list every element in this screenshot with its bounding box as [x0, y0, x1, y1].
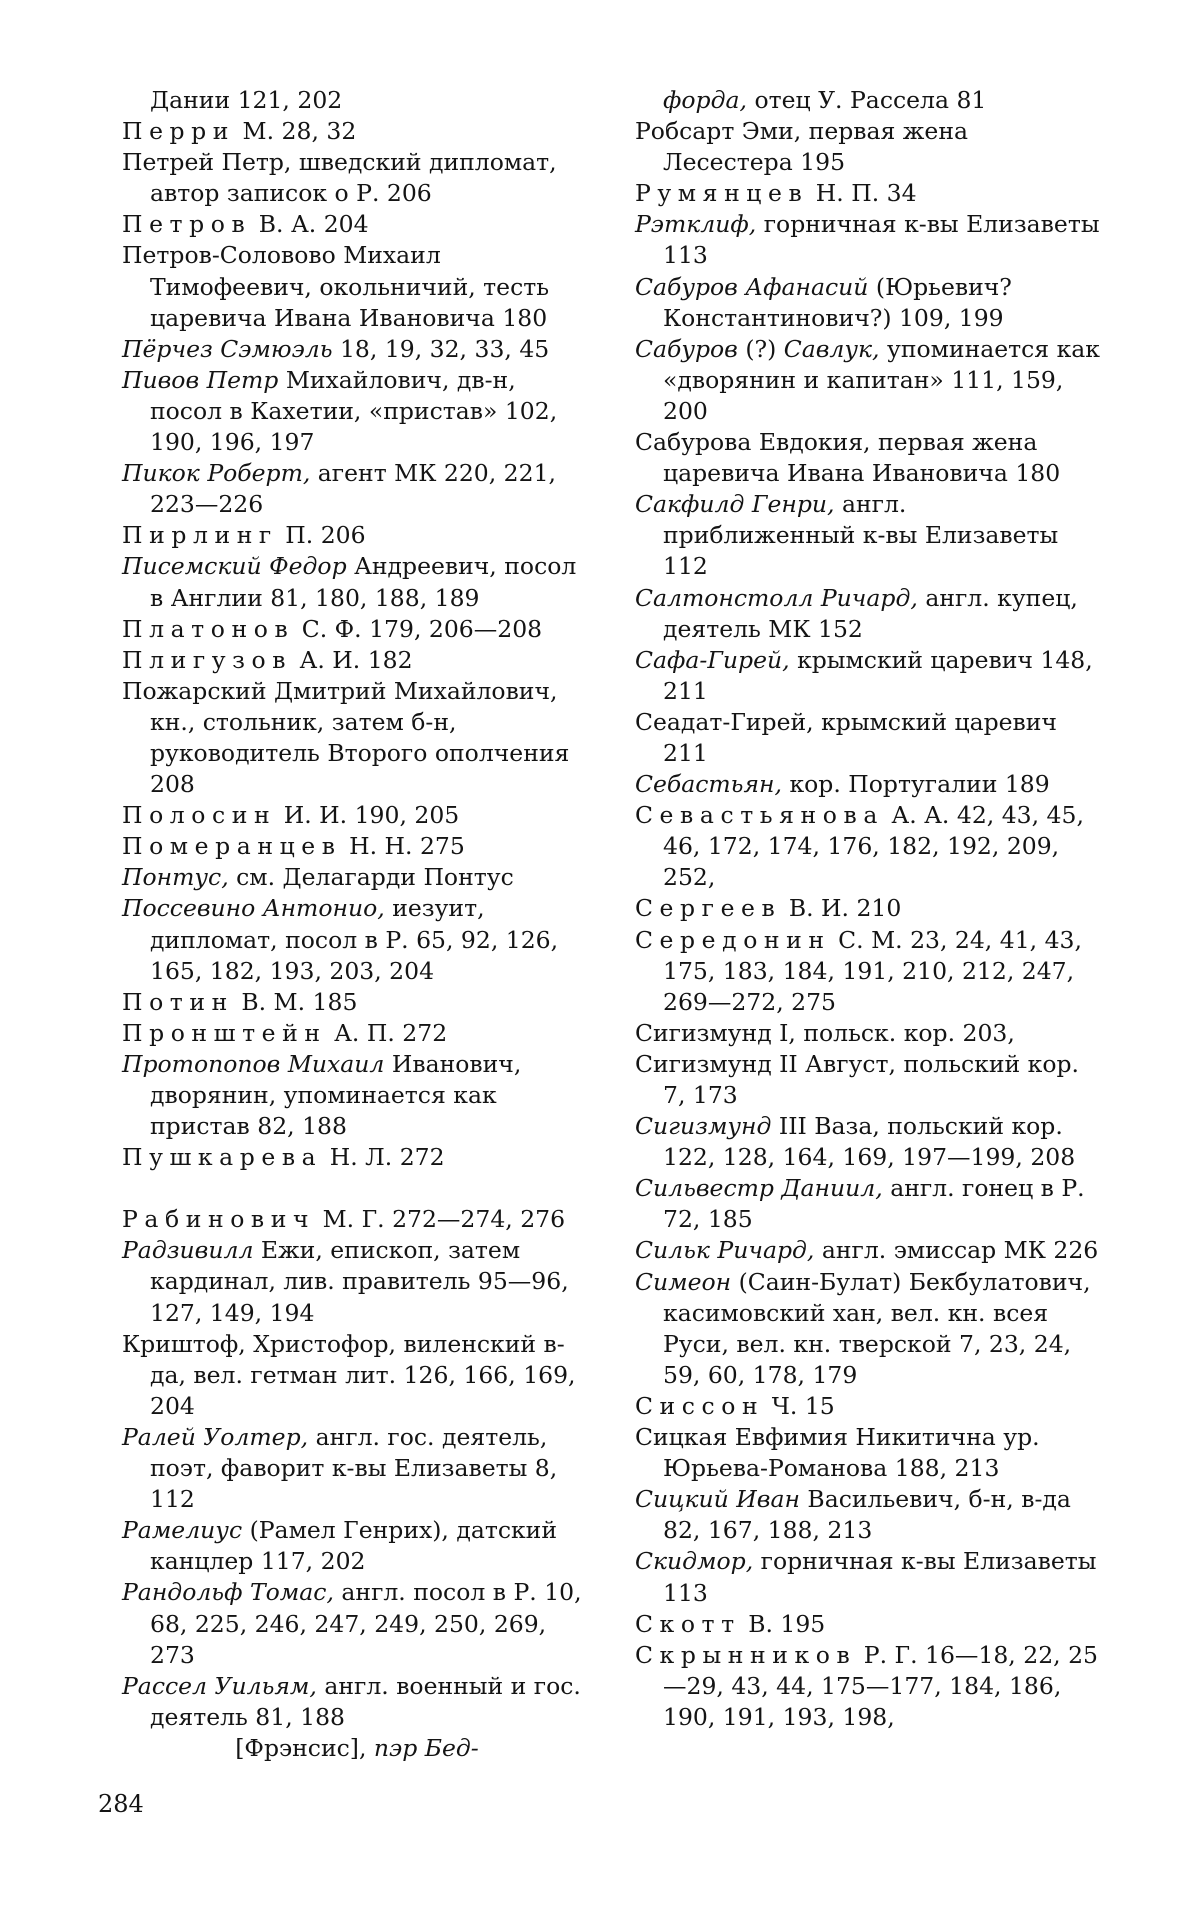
- entry-text: Сигизмунд I, польск. кор. 203,: [635, 1018, 1015, 1047]
- entry-spaced-name: Скрынников: [635, 1640, 857, 1669]
- entry-text: (Юрьевич? Константинович?) 109, 199: [663, 272, 1012, 332]
- entry-text: Сигизмунд II Август, польский кор. 7, 173: [635, 1049, 1079, 1109]
- right-index-entry: [635, 178, 1105, 209]
- entry-text: иезуит, дипломат, посол в Р. 65, 92, 126, 165, 182, 193, 203, 204: [150, 894, 559, 985]
- right-index-entry: [635, 1640, 1105, 1733]
- left-index-entry: [122, 458, 592, 520]
- entry-spaced-name: Перри: [122, 117, 236, 146]
- entry-italic-name: Симеон: [635, 1267, 732, 1296]
- entry-italic-name: Ралей Уолтер,: [122, 1422, 309, 1451]
- entry-text: С. М. 23, 24, 41, 43, 175, 183, 184, 191, 210, 212, 247, 269—272, 275: [663, 925, 1082, 1016]
- entry-text: Андреевич, посол в Англии 81, 180, 188, 189: [150, 552, 577, 612]
- left-index-entry: [122, 676, 592, 800]
- right-index-entry: [635, 272, 1105, 334]
- entry-text: А. А. 42, 43, 45, 46, 172, 174, 176, 182, 192, 209, 252,: [663, 801, 1084, 892]
- entry-text: И. И. 190, 205: [276, 801, 460, 830]
- entry-italic-name: Сакфилд Генри,: [635, 490, 835, 519]
- entry-italic-name: Пикок Роберт,: [122, 459, 311, 488]
- entry-text: горничная к-вы Елизаветы 113: [663, 1547, 1097, 1607]
- right-index-entry: [635, 1111, 1105, 1173]
- left-index-entry: [122, 1204, 592, 1235]
- entry-text: англ. эмиссар МК 226: [814, 1236, 1099, 1265]
- entry-text: Петров-Соловово Михаил Тимофеевич, окольничий, тесть царевича Ивана Ивановича 180: [122, 241, 550, 332]
- entry-text: Н. Л. 272: [322, 1143, 445, 1172]
- entry-spaced-name: Сергеев: [635, 894, 782, 923]
- left-index-entry: [122, 240, 592, 333]
- entry-text: 18, 19, 32, 33, 45: [332, 334, 550, 363]
- entry-text: Иванович, дворянин, упоминается как пристав 82, 188: [150, 1049, 522, 1141]
- left-index-entry: [122, 116, 592, 147]
- right-index-entry: [635, 645, 1105, 707]
- entry-text: (Саин-Булат) Бекбулатович, касимовский хан, вел. кн. всея Руси, вел. кн. тверской 7, 23, 24, 59, 60, 178, 179: [663, 1267, 1091, 1389]
- entry-italic-name: Поссевино Антонио,: [122, 894, 385, 923]
- entry-italic-name: Пивов Петр: [122, 365, 279, 394]
- entry-italic-name: Пёрчез Сэмюэль: [122, 334, 333, 363]
- left-index-entry: [122, 365, 592, 458]
- entry-text: (Рамел Генрих), датский канцлер 117, 202: [150, 1516, 558, 1576]
- entry-italic-name: Сабуров Афанасий: [635, 272, 869, 301]
- left-index-entry: [122, 1671, 592, 1733]
- left-index-entry: [122, 614, 592, 645]
- entry-text: В. М. 185: [233, 987, 358, 1016]
- right-index-entry: [635, 489, 1105, 582]
- right-index-entry: [635, 209, 1105, 271]
- entry-text: П. 206: [277, 521, 366, 550]
- left-index-entry: [122, 551, 592, 613]
- entry-text: Ч. 15: [764, 1391, 835, 1420]
- entry-text: Криштоф, Христофор, виленский в-да, вел. гетман лит. 126, 166, 169, 204: [122, 1329, 576, 1420]
- entry-text: Н. Н. 275: [341, 832, 465, 861]
- left-index-entry: [122, 1422, 592, 1515]
- left-index-entry: [122, 1329, 592, 1422]
- right-index-entry: [635, 800, 1105, 893]
- left-index-entry: [122, 1142, 592, 1173]
- entry-text: Ежи, епископ, затем кардинал, лив. правитель 95—96, 127, 149, 194: [150, 1236, 569, 1327]
- entry-text: Сеадат-Гирей, крымский царевич 211: [635, 707, 1057, 767]
- page-number: 284: [98, 1790, 144, 1818]
- entry-spaced-name: Пронштейн: [122, 1018, 327, 1047]
- entry-text: [Фрэнсис],: [235, 1733, 374, 1762]
- entry-text: А. И. 182: [292, 645, 413, 674]
- left-index-entry: [122, 520, 592, 551]
- entry-spaced-name: Сиссон: [635, 1391, 765, 1420]
- right-index-entry: [635, 1267, 1105, 1391]
- entry-text: горничная к-вы Елизаветы 113: [663, 210, 1100, 270]
- right-index-entry: [635, 707, 1105, 769]
- entry-text: Сабурова Евдокия, первая жена царевича Ивана Ивановича 180: [635, 428, 1061, 488]
- entry-italic-name: Рэтклиф,: [635, 210, 757, 239]
- entry-spacer: [122, 1173, 592, 1204]
- entry-spaced-name: Померанцев: [122, 832, 342, 861]
- entry-text: крымский царевич 148, 211: [663, 645, 1093, 705]
- entry-italic-name: Себастьян,: [635, 770, 782, 799]
- entry-text: Пожарский Дмитрий Михайлович, кн., стольник, затем б-н, руководитель Второго ополчения 208: [122, 676, 570, 799]
- right-index-entry: [635, 1173, 1105, 1235]
- entry-text: англ. гонец в Р. 72, 185: [663, 1174, 1085, 1234]
- right-index-entry: [635, 893, 1105, 924]
- left-index-entry: [122, 800, 592, 831]
- entry-spaced-name: Середонин: [635, 925, 831, 954]
- entry-spaced-name: Румянцев: [635, 179, 809, 208]
- right-index-entry: [635, 925, 1105, 1018]
- entry-text: Петрей Петр, шведский дипломат, автор записок о Р. 206: [122, 148, 557, 208]
- entry-text: (?): [737, 334, 784, 363]
- right-index-entry: [635, 1049, 1105, 1111]
- right-index-entry: [635, 334, 1105, 427]
- entry-spaced-name: Полосин: [122, 801, 277, 830]
- entry-italic-name: Скидмор,: [635, 1547, 754, 1576]
- entry-text: англ. приближенный к-вы Елизаветы 112: [663, 490, 1059, 581]
- entry-spaced-name: Петров: [122, 210, 252, 239]
- entry-text: Васильевич, б-н, в-да 82, 167, 188, 213: [663, 1485, 1071, 1545]
- entry-spaced-name: Потин: [122, 987, 234, 1016]
- entry-text: Н. П. 34: [808, 179, 917, 208]
- entry-italic-name: Радзивилл: [122, 1236, 254, 1265]
- entry-italic-name: Сабуров: [635, 334, 738, 363]
- entry-text: Робсарт Эми, первая жена Лесестера 195: [635, 117, 969, 177]
- entry-italic-name: Сафа-Гирей,: [635, 645, 790, 674]
- entry-italic-name: Понтус,: [122, 863, 229, 892]
- entry-italic-name: Сигизмунд: [635, 1112, 772, 1141]
- entry-text: В. 195: [740, 1609, 826, 1638]
- right-index-entry: [635, 427, 1105, 489]
- entry-text: Михайлович, дв-н, посол в Кахетии, «пристав» 102, 190, 196, 197: [150, 365, 558, 457]
- entry-spaced-name: Пушкарева: [122, 1143, 323, 1172]
- entry-italic-name: Рандольф Томас,: [122, 1578, 334, 1607]
- left-index-entry: [122, 987, 592, 1018]
- right-index-entry: [635, 1609, 1105, 1640]
- right-index-entry: [635, 1546, 1105, 1608]
- entry-text: агент МК 220, 221, 223—226: [150, 459, 556, 519]
- entry-text: М. 28, 32: [235, 117, 357, 146]
- left-index-entry: [122, 85, 592, 116]
- entry-text: Дании 121, 202: [150, 86, 343, 114]
- entry-spaced-name: Севастьянова: [635, 801, 884, 830]
- left-index-entry: [122, 1018, 592, 1049]
- entry-text: англ. гос. деятель, поэт, фаворит к-вы Елизаветы 8, 112: [150, 1422, 558, 1514]
- entry-text: С. Ф. 179, 206—208: [294, 614, 543, 643]
- entry-text: В. И. 210: [781, 894, 902, 923]
- left-index-entry: [122, 1577, 592, 1670]
- left-index-entry: [122, 147, 592, 209]
- entry-text: упоминается как «дворянин и капитан» 111, 159, 200: [663, 334, 1100, 425]
- right-index-entry: [635, 583, 1105, 645]
- left-index-entry: [122, 1515, 592, 1577]
- entry-text: III Ваза, польский кор. 122, 128, 164, 169, 197—199, 208: [663, 1112, 1076, 1172]
- entry-italic-name: Савлук,: [783, 334, 880, 363]
- entry-italic-name: Сильк Ричард,: [635, 1236, 815, 1265]
- right-index-entry: [635, 1484, 1105, 1546]
- entry-text: А. П. 272: [326, 1018, 448, 1047]
- left-index-entry: [122, 831, 592, 862]
- right-index-entry: [635, 1018, 1105, 1049]
- entry-spaced-name: Скотт: [635, 1609, 741, 1638]
- entry-text: англ. купец, деятель МК 152: [663, 583, 1078, 643]
- entry-spaced-name: Пирлинг: [122, 521, 278, 550]
- left-index-entry: [122, 1049, 592, 1142]
- entry-spaced-name: Рабинович: [122, 1205, 316, 1234]
- entry-italic-name: Рамелиус: [122, 1516, 243, 1545]
- entry-italic-name: Сильвестр Даниил,: [635, 1174, 883, 1203]
- entry-text: см. Делагарди Понтус: [228, 863, 514, 892]
- left-index-entry: [122, 1733, 592, 1764]
- left-index-entry: [122, 209, 592, 240]
- entry-text: англ. военный и гос. деятель 81, 188: [150, 1671, 581, 1731]
- left-column: [122, 85, 592, 1764]
- entry-text: М. Г. 272—274, 276: [315, 1205, 566, 1234]
- entry-italic-name: форда,: [663, 86, 747, 114]
- entry-text: кор. Португалии 189: [782, 770, 1050, 799]
- entry-italic-name: Салтонстолл Ричард,: [635, 583, 918, 612]
- left-index-entry: [122, 334, 592, 365]
- entry-text: англ. посол в Р. 10, 68, 225, 246, 247, 249, 250, 269, 273: [150, 1578, 582, 1669]
- right-column: [635, 85, 1105, 1733]
- left-index-entry: [122, 862, 592, 893]
- entry-text: отец У. Рассела 81: [746, 86, 987, 114]
- entry-italic-name: Писемский Федор: [122, 552, 347, 581]
- left-index-entry: [122, 645, 592, 676]
- right-index-entry: [635, 1235, 1105, 1266]
- entry-text: Сицкая Евфимия Никитична ур. Юрьева-Романова 188, 213: [635, 1423, 1040, 1483]
- right-index-entry: [635, 85, 1105, 116]
- entry-spaced-name: Плигузов: [122, 645, 293, 674]
- right-index-entry: [635, 769, 1105, 800]
- right-index-entry: [635, 1391, 1105, 1422]
- right-index-entry: [635, 1422, 1105, 1484]
- entry-text: Р. Г. 16—18, 22, 25—29, 43, 44, 175—177, 184, 186, 190, 191, 193, 198,: [663, 1640, 1098, 1731]
- entry-spaced-name: Платонов: [122, 614, 295, 643]
- entry-text: В. А. 204: [251, 210, 369, 239]
- entry-italic-name: Сицкий Иван: [635, 1485, 800, 1514]
- left-index-entry: [122, 1235, 592, 1328]
- right-index-entry: [635, 116, 1105, 178]
- entry-italic-name: Рассел Уильям,: [122, 1671, 317, 1700]
- left-index-entry: [122, 893, 592, 986]
- entry-italic-name: пэр Бед-: [373, 1733, 479, 1762]
- entry-italic-name: Протопопов Михаил: [122, 1049, 385, 1078]
